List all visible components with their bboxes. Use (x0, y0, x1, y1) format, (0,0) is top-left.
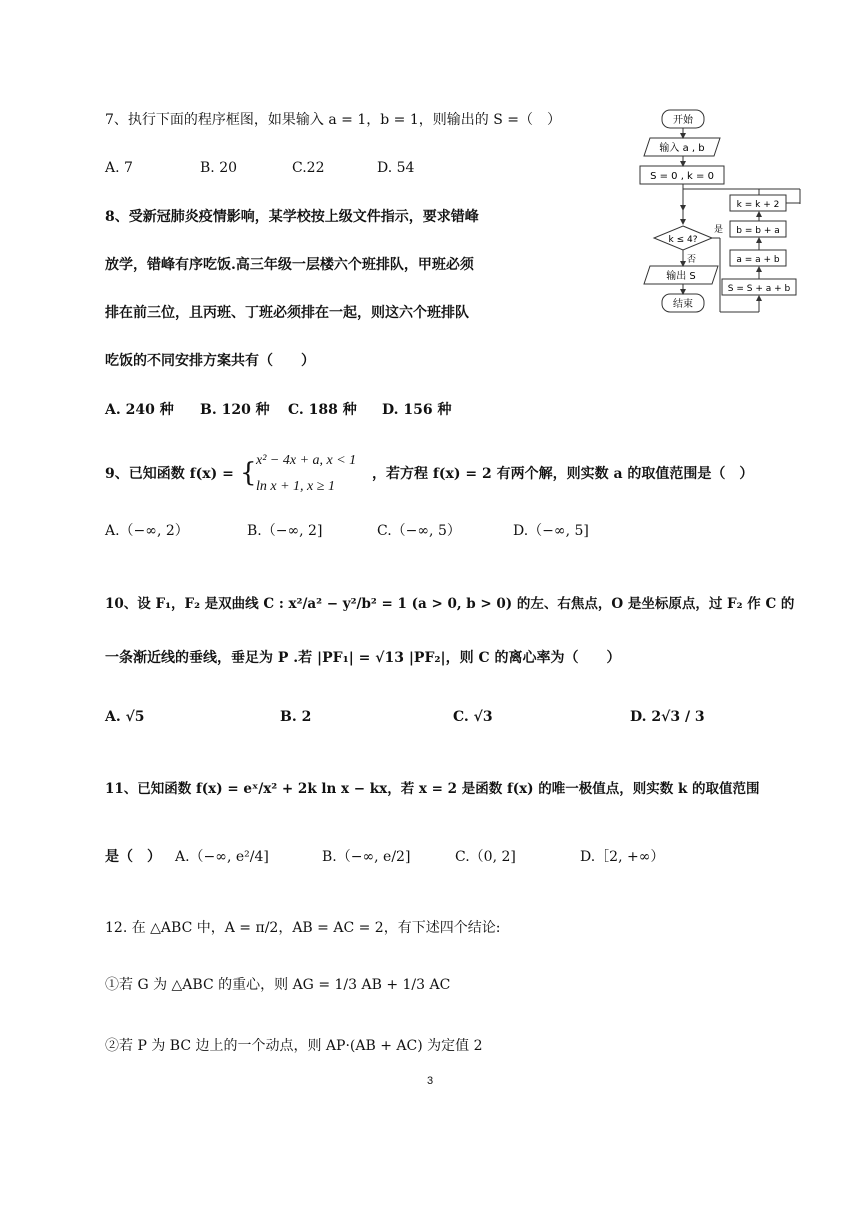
page-number: 3 (426, 1075, 434, 1087)
q10-stem-line1: 10、设 F₁，F₂ 是双曲线 C : x²/a² − y²/b² = 1 (a > 0, b > 0) 的左、右焦点，O 是坐标原点，过 F₂ 作 C 的 (105, 596, 795, 612)
q12-claim-2: ②若 P 为 BC 边上的一个动点，则 AP·(AB + AC) 为定值 2 (105, 1038, 483, 1054)
q9-case1: x² − 4x + a, x < 1 (256, 453, 357, 468)
fc-step-b: b = b + a (736, 226, 780, 236)
q7-option-a: A. 7 (105, 160, 133, 176)
fc-yes: 是 (714, 225, 724, 235)
q12-stem: 12. 在 △ABC 中，A = π/2，AB = AC = 2，有下述四个结论: (105, 920, 501, 936)
q7-stem: 7、执行下面的程序框图，如果输入 a = 1，b = 1，则输出的 S =（ ） (105, 112, 561, 128)
fc-no: 否 (687, 255, 697, 265)
q7-option-b: B. 20 (200, 160, 238, 176)
fc-start: 开始 (673, 115, 693, 126)
q11-stem-line2: 是（ ） (105, 849, 161, 865)
q11-option-c: C.（0, 2] (455, 849, 516, 865)
q12-claim-1: ①若 G 为 △ABC 的重心，则 AG = 1/3 AB + 1/3 AC (105, 977, 451, 993)
flowchart (620, 100, 820, 325)
q10-option-b: B. 2 (280, 709, 312, 725)
fc-end: 结束 (673, 299, 693, 310)
q10-option-a: A. √5 (105, 709, 145, 725)
q9-tail: ，若方程 f(x) = 2 有两个解，则实数 a 的取值范围是（ ） (372, 466, 754, 482)
q9-option-d: D.（−∞, 5] (513, 523, 589, 539)
fc-init: S = 0 , k = 0 (650, 171, 714, 182)
q9-option-c: C.（−∞, 5） (377, 523, 461, 539)
q8-option-a: A. 240 种 (105, 402, 174, 418)
q9-lead: 9、已知函数 f(x) = (105, 466, 234, 482)
q8-stem-line2: 放学，错峰有序吃饭.高三年级一层楼六个班排队，甲班必须 (105, 257, 474, 273)
q11-option-b: B.（−∞, e/2] (322, 849, 411, 865)
fc-step-a: a = a + b (736, 255, 780, 265)
q8-option-d: D. 156 种 (382, 402, 452, 418)
q11-option-a: A.（−∞, e²/4] (175, 849, 269, 865)
q7-option-d: D. 54 (377, 160, 415, 176)
q9-case2: ln x + 1, x ≥ 1 (256, 479, 335, 494)
q11-stem-line1: 11、已知函数 f(x) = eˣ/x² + 2k ln x − kx，若 x = 2 是函数 f(x) 的唯一极值点，则实数 k 的取值范围 (105, 781, 760, 797)
fc-input: 输入 a , b (659, 143, 705, 154)
q8-stem-line3: 排在前三位，且丙班、丁班必须排在一起，则这六个班排队 (105, 305, 469, 321)
q8-option-b: B. 120 种 (200, 402, 270, 418)
fc-step-k: k = k + 2 (736, 200, 780, 210)
q9-option-b: B.（−∞, 2] (247, 523, 323, 539)
q8-option-c: C. 188 种 (288, 402, 357, 418)
q10-option-d: D. 2√3 / 3 (630, 709, 705, 725)
fc-cond: k ≤ 4? (668, 235, 698, 245)
q8-stem-line1: 8、受新冠肺炎疫情影响，某学校按上级文件指示，要求错峰 (105, 209, 479, 225)
q9-brace: { (240, 458, 257, 488)
q9-option-a: A.（−∞, 2） (105, 523, 189, 539)
fc-output: 输出 S (666, 271, 696, 282)
q11-option-d: D.［2, +∞） (580, 849, 665, 865)
q10-stem-line2: 一条渐近线的垂线，垂足为 P .若 |PF₁| = √13 |PF₂|，则 C 的离心率为（ ） (105, 650, 621, 666)
fc-step-s: S = S + a + b (727, 284, 791, 294)
q10-option-c: C. √3 (453, 709, 493, 725)
q7-option-c: C.22 (292, 160, 325, 176)
q8-stem-line4: 吃饭的不同安排方案共有（ ） (105, 353, 315, 369)
